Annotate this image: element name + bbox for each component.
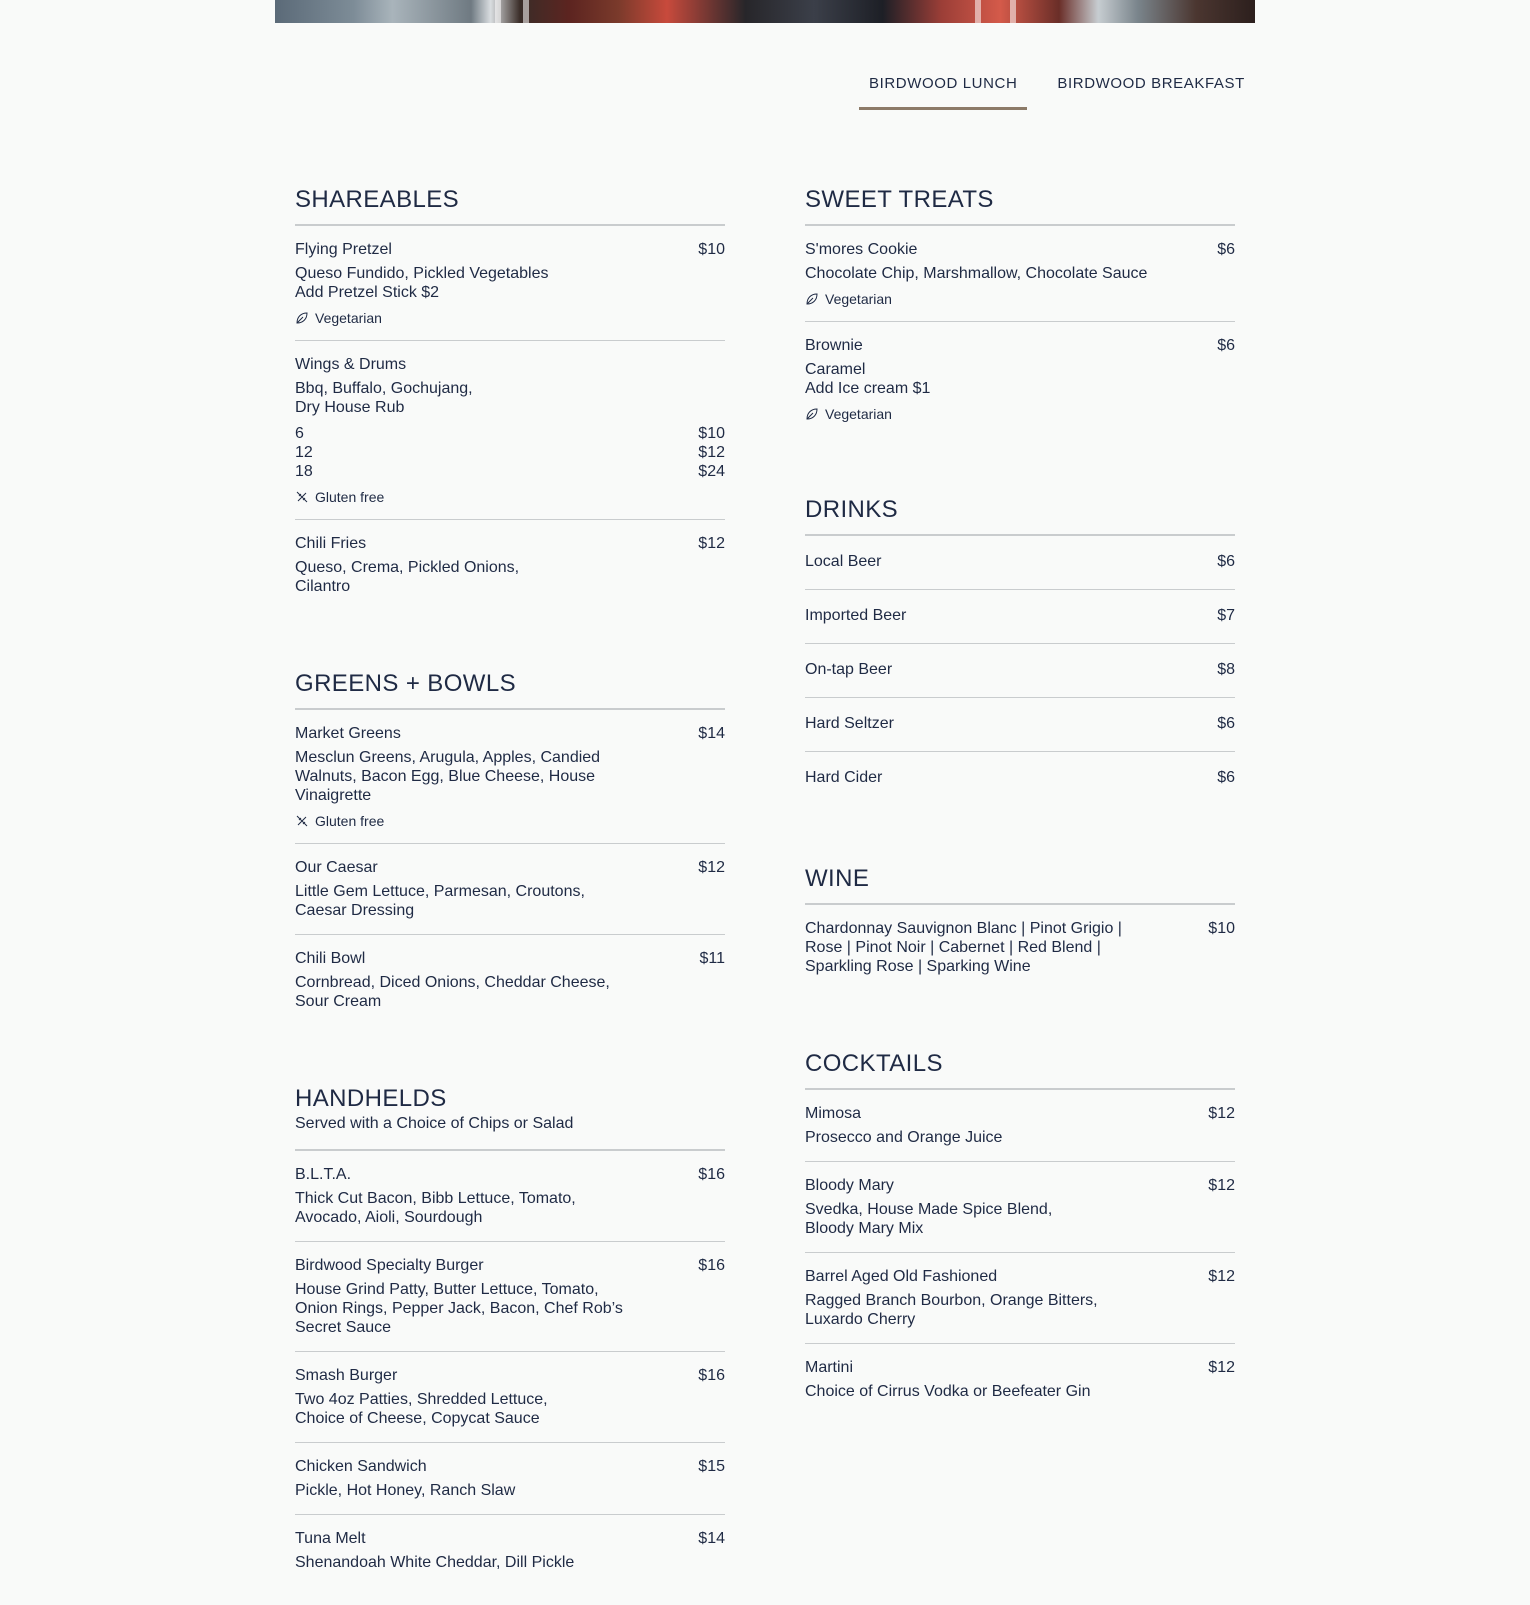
item-name: Local Beer — [805, 553, 882, 570]
item-price: $12 — [1208, 1359, 1235, 1376]
item-name: Hard Cider — [805, 769, 883, 786]
menu-item — [295, 1150, 725, 1241]
item-price: $16 — [698, 1367, 725, 1384]
item-price: $15 — [698, 1458, 725, 1475]
item-name: Mimosa — [805, 1105, 862, 1122]
item-name: Chili Bowl — [295, 950, 366, 967]
menu-item — [295, 843, 725, 934]
menu-item — [295, 225, 725, 340]
section-title: GREENS + BOWLS — [295, 670, 516, 697]
item-description: Prosecco and Orange Juice — [805, 1129, 1003, 1146]
leaf-icon — [805, 292, 819, 306]
item-description: Cornbread, Diced Onions, Cheddar Cheese, Sour Cream — [295, 974, 610, 1010]
menu-item — [805, 321, 1235, 436]
item-name: Hard Seltzer — [805, 715, 894, 732]
item-name: Our Caesar — [295, 859, 378, 876]
menu-item — [295, 1241, 725, 1351]
item-price: $6 — [1217, 337, 1235, 354]
menu-item — [295, 1514, 725, 1586]
section-greens-bowls — [295, 666, 725, 1025]
menu-item — [295, 1351, 725, 1442]
menu-tabs — [859, 70, 1255, 110]
item-price: $6 — [1217, 241, 1235, 258]
dietary-tag: Vegetarian — [295, 310, 725, 326]
item-description: Caramel Add Ice cream $1 — [805, 361, 931, 397]
section-drinks — [805, 492, 1235, 805]
item-description: Bbq, Buffalo, Gochujang, Dry House Rub — [295, 380, 473, 416]
item-price: $6 — [1217, 715, 1235, 732]
menu-item — [295, 340, 725, 519]
menu-item — [295, 519, 725, 610]
section-title: SWEET TREATS — [805, 186, 994, 213]
menu-item — [805, 1343, 1235, 1415]
item-description: Chocolate Chip, Marshmallow, Chocolate Sauce — [805, 265, 1148, 282]
item-name: Flying Pretzel — [295, 241, 392, 258]
item-description: Svedka, House Made Spice Blend, Bloody Mary Mix — [805, 1201, 1053, 1237]
menu-item — [295, 934, 725, 1025]
section-title: DRINKS — [805, 496, 899, 523]
item-name: Wings & Drums — [295, 356, 407, 373]
item-price: $16 — [698, 1257, 725, 1274]
item-price: $14 — [698, 1530, 725, 1547]
menu-item — [805, 535, 1235, 589]
item-name: Brownie — [805, 337, 863, 354]
dietary-tag: Gluten free — [295, 489, 725, 505]
menu-item — [805, 697, 1235, 751]
item-price: $12 — [1208, 1105, 1235, 1122]
dietary-tag: Gluten free — [295, 813, 725, 829]
item-name: Smash Burger — [295, 1367, 398, 1384]
item-price: $12 — [698, 535, 725, 552]
item-description: Chardonnay Sauvignon Blanc | Pinot Grigio | Rose | Pinot Noir | Cabernet | Red Blend | Sparkling Rose | Sparking Wine — [805, 920, 1122, 975]
item-name: Market Greens — [295, 725, 401, 742]
item-name: Birdwood Specialty Burger — [295, 1257, 484, 1274]
item-description: Queso Fundido, Pickled Vegetables Add Pretzel Stick $2 — [295, 265, 549, 301]
dietary-tag: Vegetarian — [805, 291, 1235, 307]
item-price: $6 — [1217, 769, 1235, 786]
menu-item — [805, 904, 1235, 990]
menu-item — [295, 1442, 725, 1514]
item-price: $16 — [698, 1166, 725, 1183]
section-subtitle: Served with a Choice of Chips or Salad — [295, 1115, 574, 1132]
item-price: $12 — [1208, 1268, 1235, 1285]
menu-column-right — [805, 182, 1235, 1415]
dietary-tag: Vegetarian — [805, 406, 1235, 422]
menu-item — [805, 1161, 1235, 1252]
item-description: Ragged Branch Bourbon, Orange Bitters, Luxardo Cherry — [805, 1292, 1098, 1328]
section-cocktails — [805, 1046, 1235, 1415]
gluten-free-icon — [295, 490, 309, 504]
item-description: Shenandoah White Cheddar, Dill Pickle — [295, 1554, 575, 1571]
item-name: Barrel Aged Old Fashioned — [805, 1268, 998, 1285]
menu-item — [805, 751, 1235, 805]
item-price: $10 — [1208, 920, 1235, 937]
item-price: $7 — [1217, 607, 1235, 624]
menu-item — [295, 709, 725, 843]
item-price: $10 — [698, 241, 725, 258]
item-description: Choice of Cirrus Vodka or Beefeater Gin — [805, 1383, 1091, 1400]
item-price: $8 — [1217, 661, 1235, 678]
item-name: Martini — [805, 1359, 854, 1376]
item-name: S'mores Cookie — [805, 241, 918, 258]
item-price: $14 — [698, 725, 725, 742]
item-description: Little Gem Lettuce, Parmesan, Croutons, Caesar Dressing — [295, 883, 585, 919]
item-name: B.L.T.A. — [295, 1166, 352, 1183]
item-description: Two 4oz Patties, Shredded Lettuce, Choice of Cheese, Copycat Sauce — [295, 1391, 548, 1427]
item-description: Thick Cut Bacon, Bibb Lettuce, Tomato, Avocado, Aioli, Sourdough — [295, 1190, 576, 1226]
menu-item — [805, 643, 1235, 697]
item-price: $6 — [1217, 553, 1235, 570]
item-description: House Grind Patty, Butter Lettuce, Tomato, Onion Rings, Pepper Jack, Bacon, Chef Rob’s Secret Sauce — [295, 1281, 623, 1336]
menu-item — [805, 1089, 1235, 1161]
item-description: Pickle, Hot Honey, Ranch Slaw — [295, 1482, 516, 1499]
item-name: On-tap Beer — [805, 661, 893, 678]
leaf-icon — [805, 407, 819, 421]
section-title: WINE — [805, 865, 870, 892]
item-price: $11 — [699, 950, 725, 967]
menu-item — [805, 225, 1235, 321]
item-price: $12 — [1208, 1177, 1235, 1194]
section-wine — [805, 861, 1235, 990]
leaf-icon — [295, 311, 309, 325]
tab-birdwood-lunch[interactable]: BIRDWOOD LUNCH — [859, 70, 1027, 110]
item-name: Imported Beer — [805, 607, 907, 624]
menu-column-left — [295, 182, 725, 1586]
item-name: Chicken Sandwich — [295, 1458, 427, 1475]
item-variants: 6 $10 12 $12 18 $24 — [295, 425, 725, 480]
section-title: SHAREABLES — [295, 186, 460, 213]
menu-item — [805, 589, 1235, 643]
section-title: COCKTAILS — [805, 1050, 943, 1077]
item-price: $12 — [698, 859, 725, 876]
item-name: Chili Fries — [295, 535, 367, 552]
tab-birdwood-breakfast[interactable]: BIRDWOOD BREAKFAST — [1057, 75, 1245, 92]
section-handhelds — [295, 1081, 725, 1586]
item-description: Mesclun Greens, Arugula, Apples, Candied Walnuts, Bacon Egg, Blue Cheese, House Vinaigrette — [295, 749, 601, 804]
section-sweet-treats — [805, 182, 1235, 436]
gluten-free-icon — [295, 814, 309, 828]
item-name: Bloody Mary — [805, 1177, 894, 1194]
menu-item — [805, 1252, 1235, 1343]
hero-image — [275, 0, 1255, 23]
section-title: HANDHELDS — [295, 1085, 447, 1112]
section-shareables — [295, 182, 725, 610]
item-name: Tuna Melt — [295, 1530, 366, 1547]
item-description: Queso, Crema, Pickled Onions, Cilantro — [295, 559, 520, 595]
